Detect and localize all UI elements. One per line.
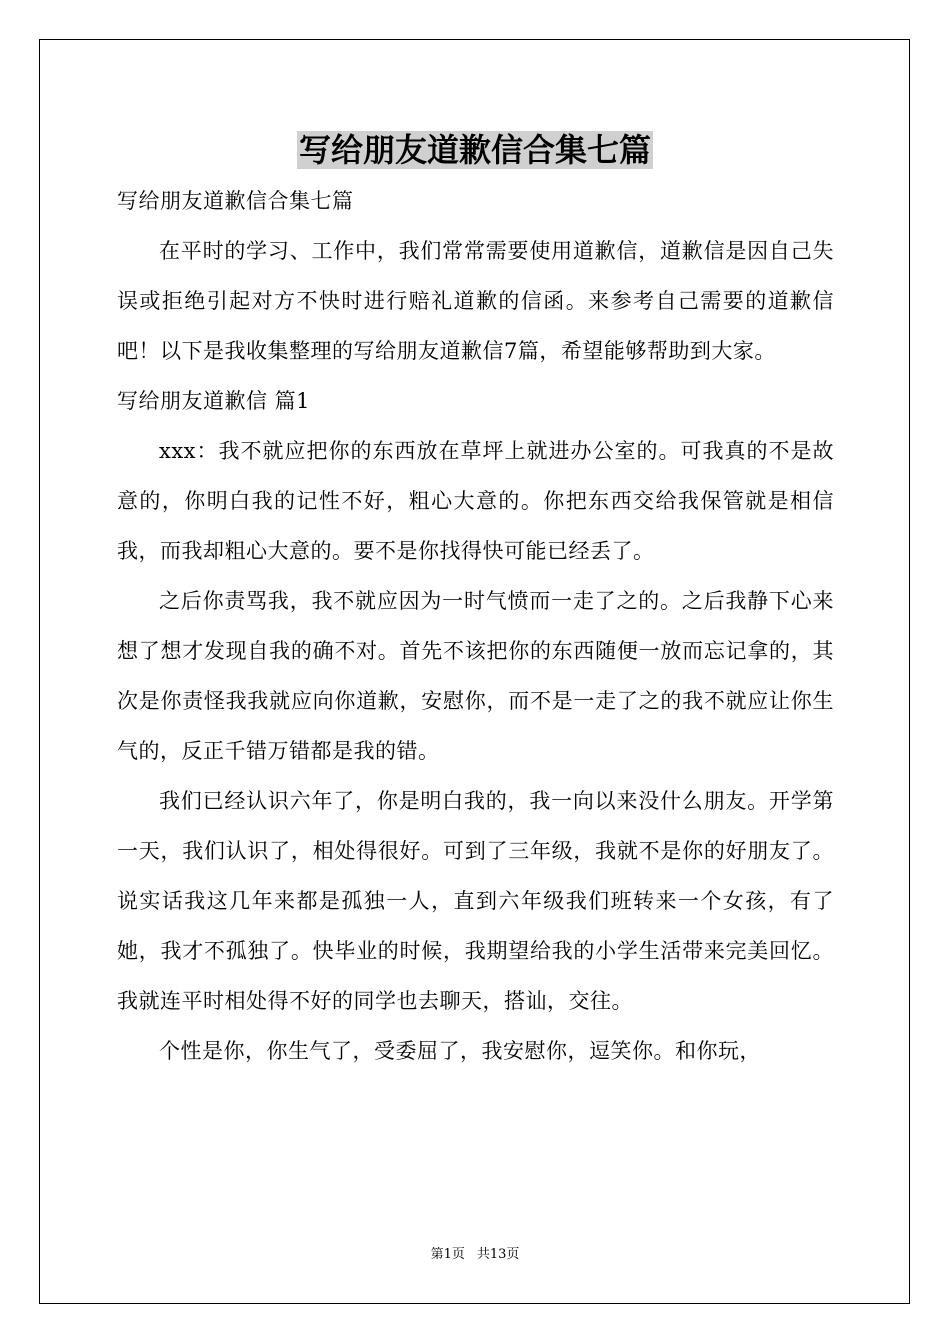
body-paragraph: 我们已经认识六年了，你是明白我的，我一向以来没什么朋友。开学第一天，我们认识了，相处得很好。可到了三年级，我就不是你的好朋友了。说实话我这几年来都是孤独一人，直到六年级我们班转来一个女孩，有了她，我才不孤独了。快毕业的时候，我期望给我的小学生活带来完美回忆。我就连平时相处得不好的同学也去聊天，搭讪，交往。: [117, 789, 834, 1013]
document-body: [117, 176, 834, 1076]
total-pages: 共13页: [476, 1247, 520, 1262]
body-paragraph: xxx：我不就应把你的东西放在草坪上就进办公室的。可我真的不是故意的，你明白我的记性不好，粗心大意的。你把东西交给我保管就是相信我，而我却粗心大意的。要不是你找得快可能已经丢了。: [117, 439, 834, 563]
section-heading-1: 写给朋友道歉信 篇1: [117, 389, 311, 413]
document-title: [0, 126, 950, 174]
document-title-text: 写给朋友道歉信合集七篇: [298, 131, 651, 169]
page-number: 第1页: [430, 1247, 465, 1262]
body-paragraph: 之后你责骂我，我不就应因为一时气愤而一走了之的。之后我静下心来想了想才发现自我的确不对。首先不该把你的东西随便一放而忘记拿的，其次是你责怪我我就应向你道歉，安慰你，而不是一走了之的我不就应让你生气的，反正千错万错都是我的错。: [117, 589, 834, 763]
page-footer: [0, 1245, 950, 1265]
body-paragraph: 个性是你，你生气了，受委屈了，我安慰你，逗笑你。和你玩，: [159, 1039, 761, 1063]
intro-paragraph: 在平时的学习、工作中，我们常常需要使用道歉信，道歉信是因自己失误或拒绝引起对方不快时进行赔礼道歉的信函。来参考自己需要的道歉信吧！以下是我收集整理的写给朋友道歉信7篇，希望能够帮助到大家。: [117, 239, 834, 363]
subtitle-heading: 写给朋友道歉信合集七篇: [117, 189, 354, 213]
